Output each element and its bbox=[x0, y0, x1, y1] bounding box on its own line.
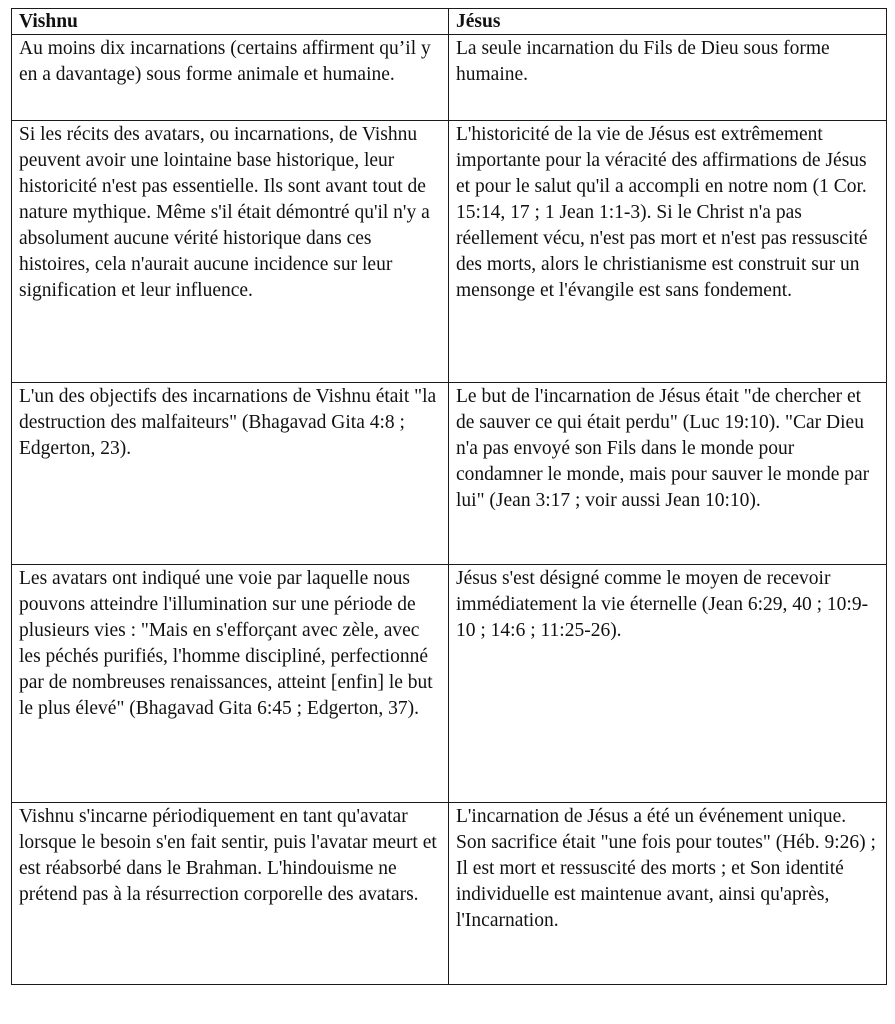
jesus-cell: L'incarnation de Jésus a été un événement unique. Son sacrifice était "une fois pour toutes" (Héb. 9:26) ; Il est mort et ressuscité des morts ; et Son identité individuelle est maintenue avant, ainsi qu'après, l'Incarnation. bbox=[449, 803, 887, 985]
table-row bbox=[12, 383, 887, 565]
table-row bbox=[12, 121, 887, 383]
table-row bbox=[12, 565, 887, 803]
jesus-cell: La seule incarnation du Fils de Dieu sous forme humaine. bbox=[449, 35, 887, 121]
vishnu-cell: Au moins dix incarnations (certains affirment qu’il y en a davantage) sous forme animale et humaine. bbox=[12, 35, 449, 121]
vishnu-cell: Les avatars ont indiqué une voie par laquelle nous pouvons atteindre l'illumination sur une période de plusieurs vies : "Mais en s'efforçant avec zèle, avec les péchés purifiés, l'homme discipliné, perfectionné par de nombreuses renaissances, atteint [enfin] le but le plus élevé" (Bhagavad Gita 6:45 ; Edgerton, 37). bbox=[12, 565, 449, 803]
vishnu-cell: Vishnu s'incarne périodiquement en tant qu'avatar lorsque le besoin s'en fait sentir, puis l'avatar meurt et est réabsorbé dans le Brahman. L'hindouisme ne prétend pas à la résurrection corporelle des avatars. bbox=[12, 803, 449, 985]
table-row bbox=[12, 35, 887, 121]
vishnu-cell: L'un des objectifs des incarnations de Vishnu était "la destruction des malfaiteurs" (Bhagavad Gita 4:8 ; Edgerton, 23). bbox=[12, 383, 449, 565]
header-row bbox=[12, 9, 887, 35]
comparison-table bbox=[11, 8, 887, 985]
header-jesus: Jésus bbox=[449, 9, 887, 35]
header-vishnu: Vishnu bbox=[12, 9, 449, 35]
vishnu-cell: Si les récits des avatars, ou incarnations, de Vishnu peuvent avoir une lointaine base historique, leur historicité n'est pas essentielle. Ils sont avant tout de nature mythique. Même s'il était démontré qu'il n'y a absolument aucune vérité historique dans ces histoires, cela n'aurait aucune incidence sur leur signification et leur influence. bbox=[12, 121, 449, 383]
jesus-cell: Jésus s'est désigné comme le moyen de recevoir immédiatement la vie éternelle (Jean 6:29, 40 ; 10:9-10 ; 14:6 ; 11:25-26). bbox=[449, 565, 887, 803]
table-row bbox=[12, 803, 887, 985]
jesus-cell: Le but de l'incarnation de Jésus était "de chercher et de sauver ce qui était perdu" (Luc 19:10). "Car Dieu n'a pas envoyé son Fils dans le monde pour condamner le monde, mais pour sauver le monde par lui" (Jean 3:17 ; voir aussi Jean 10:10). bbox=[449, 383, 887, 565]
jesus-cell: L'historicité de la vie de Jésus est extrêmement importante pour la véracité des affirmations de Jésus et pour le salut qu'il a accompli en notre nom (1 Cor. 15:14, 17 ; 1 Jean 1:1-3). Si le Christ n'a pas réellement vécu, n'est pas mort et n'est pas ressuscité des morts, alors le christianisme est construit sur un mensonge et l'évangile est sans fondement. bbox=[449, 121, 887, 383]
